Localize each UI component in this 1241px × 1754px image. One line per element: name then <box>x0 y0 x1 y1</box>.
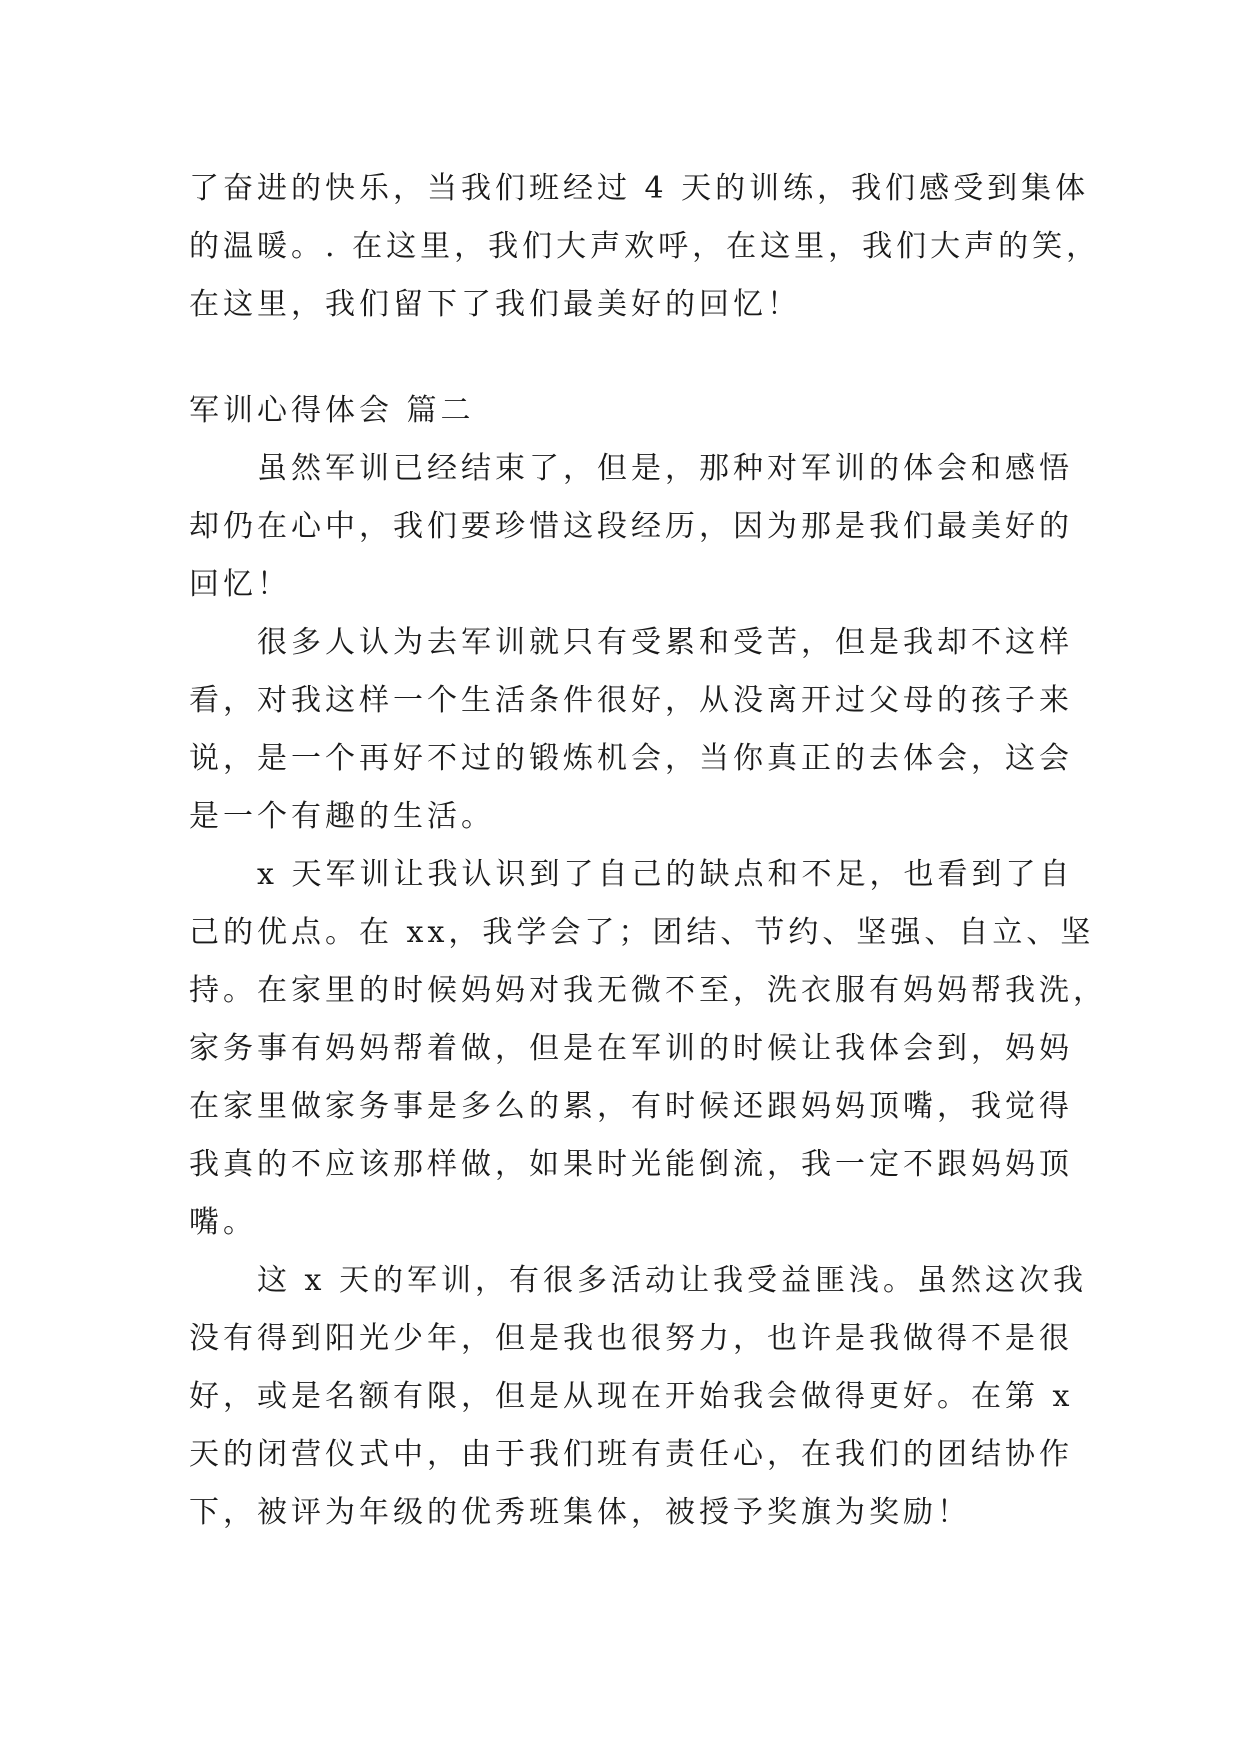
paragraph-line: 回忆！ <box>189 567 291 602</box>
paragraph-line: 在这里，我们留下了我们最美好的回忆！ <box>189 287 801 322</box>
paragraph-3 <box>189 846 1107 1252</box>
paragraph-line: 虽然军训已经结束了，但是，那种对军训的体会和感悟 <box>257 451 1073 486</box>
paragraph-line: 看，对我这样一个生活条件很好，从没离开过父母的孩子来 <box>189 683 1073 718</box>
paragraph-line: 在家里做家务事是多么的累，有时候还跟妈妈顶嘴，我觉得 <box>189 1089 1073 1124</box>
section-heading: 军训心得体会 篇二 <box>189 393 475 428</box>
paragraph-line: 嘴。 <box>189 1205 257 1240</box>
paragraph-line: 持。在家里的时候妈妈对我无微不至，洗衣服有妈妈帮我洗， <box>189 973 1107 1008</box>
document-body <box>189 160 1107 1542</box>
paragraph-2 <box>189 614 1073 846</box>
intro-paragraph <box>189 160 1101 334</box>
paragraph-line: 家务事有妈妈帮着做，但是在军训的时候让我体会到，妈妈 <box>189 1031 1073 1066</box>
paragraph-line: 好，或是名额有限，但是从现在开始我会做得更好。在第 x <box>189 1379 1074 1414</box>
paragraph-line: 很多人认为去军训就只有受累和受苦，但是我却不这样 <box>257 625 1073 660</box>
paragraph-line: 我真的不应该那样做，如果时光能倒流，我一定不跟妈妈顶 <box>189 1147 1073 1182</box>
paragraph-line: 没有得到阳光少年，但是我也很努力，也许是我做得不是很 <box>189 1321 1073 1356</box>
paragraph-line: 是一个有趣的生活。 <box>189 799 495 834</box>
paragraph-line: 这 x 天的军训，有很多活动让我受益匪浅。虽然这次我 <box>257 1263 1087 1298</box>
paragraph-line: 的温暖。. 在这里，我们大声欢呼，在这里，我们大声的笑， <box>189 229 1101 264</box>
paragraph-line: x 天军训让我认识到了自己的缺点和不足，也看到了自 <box>257 857 1074 892</box>
section-gap <box>189 334 1069 382</box>
paragraph-line: 己的优点。在 xx，我学会了；团结、节约、坚强、自立、坚 <box>189 915 1095 950</box>
paragraph-1 <box>189 440 1073 614</box>
paragraph-line: 了奋进的快乐，当我们班经过 4 天的训练，我们感受到集体 <box>189 171 1090 206</box>
paragraph-line: 下，被评为年级的优秀班集体，被授予奖旗为奖励！ <box>189 1495 971 1530</box>
paragraph-line: 天的闭营仪式中，由于我们班有责任心，在我们的团结协作 <box>189 1437 1073 1472</box>
paragraph-4 <box>189 1252 1087 1542</box>
paragraph-line: 说，是一个再好不过的锻炼机会，当你真正的去体会，这会 <box>189 741 1073 776</box>
paragraph-line: 却仍在心中，我们要珍惜这段经历，因为那是我们最美好的 <box>189 509 1073 544</box>
